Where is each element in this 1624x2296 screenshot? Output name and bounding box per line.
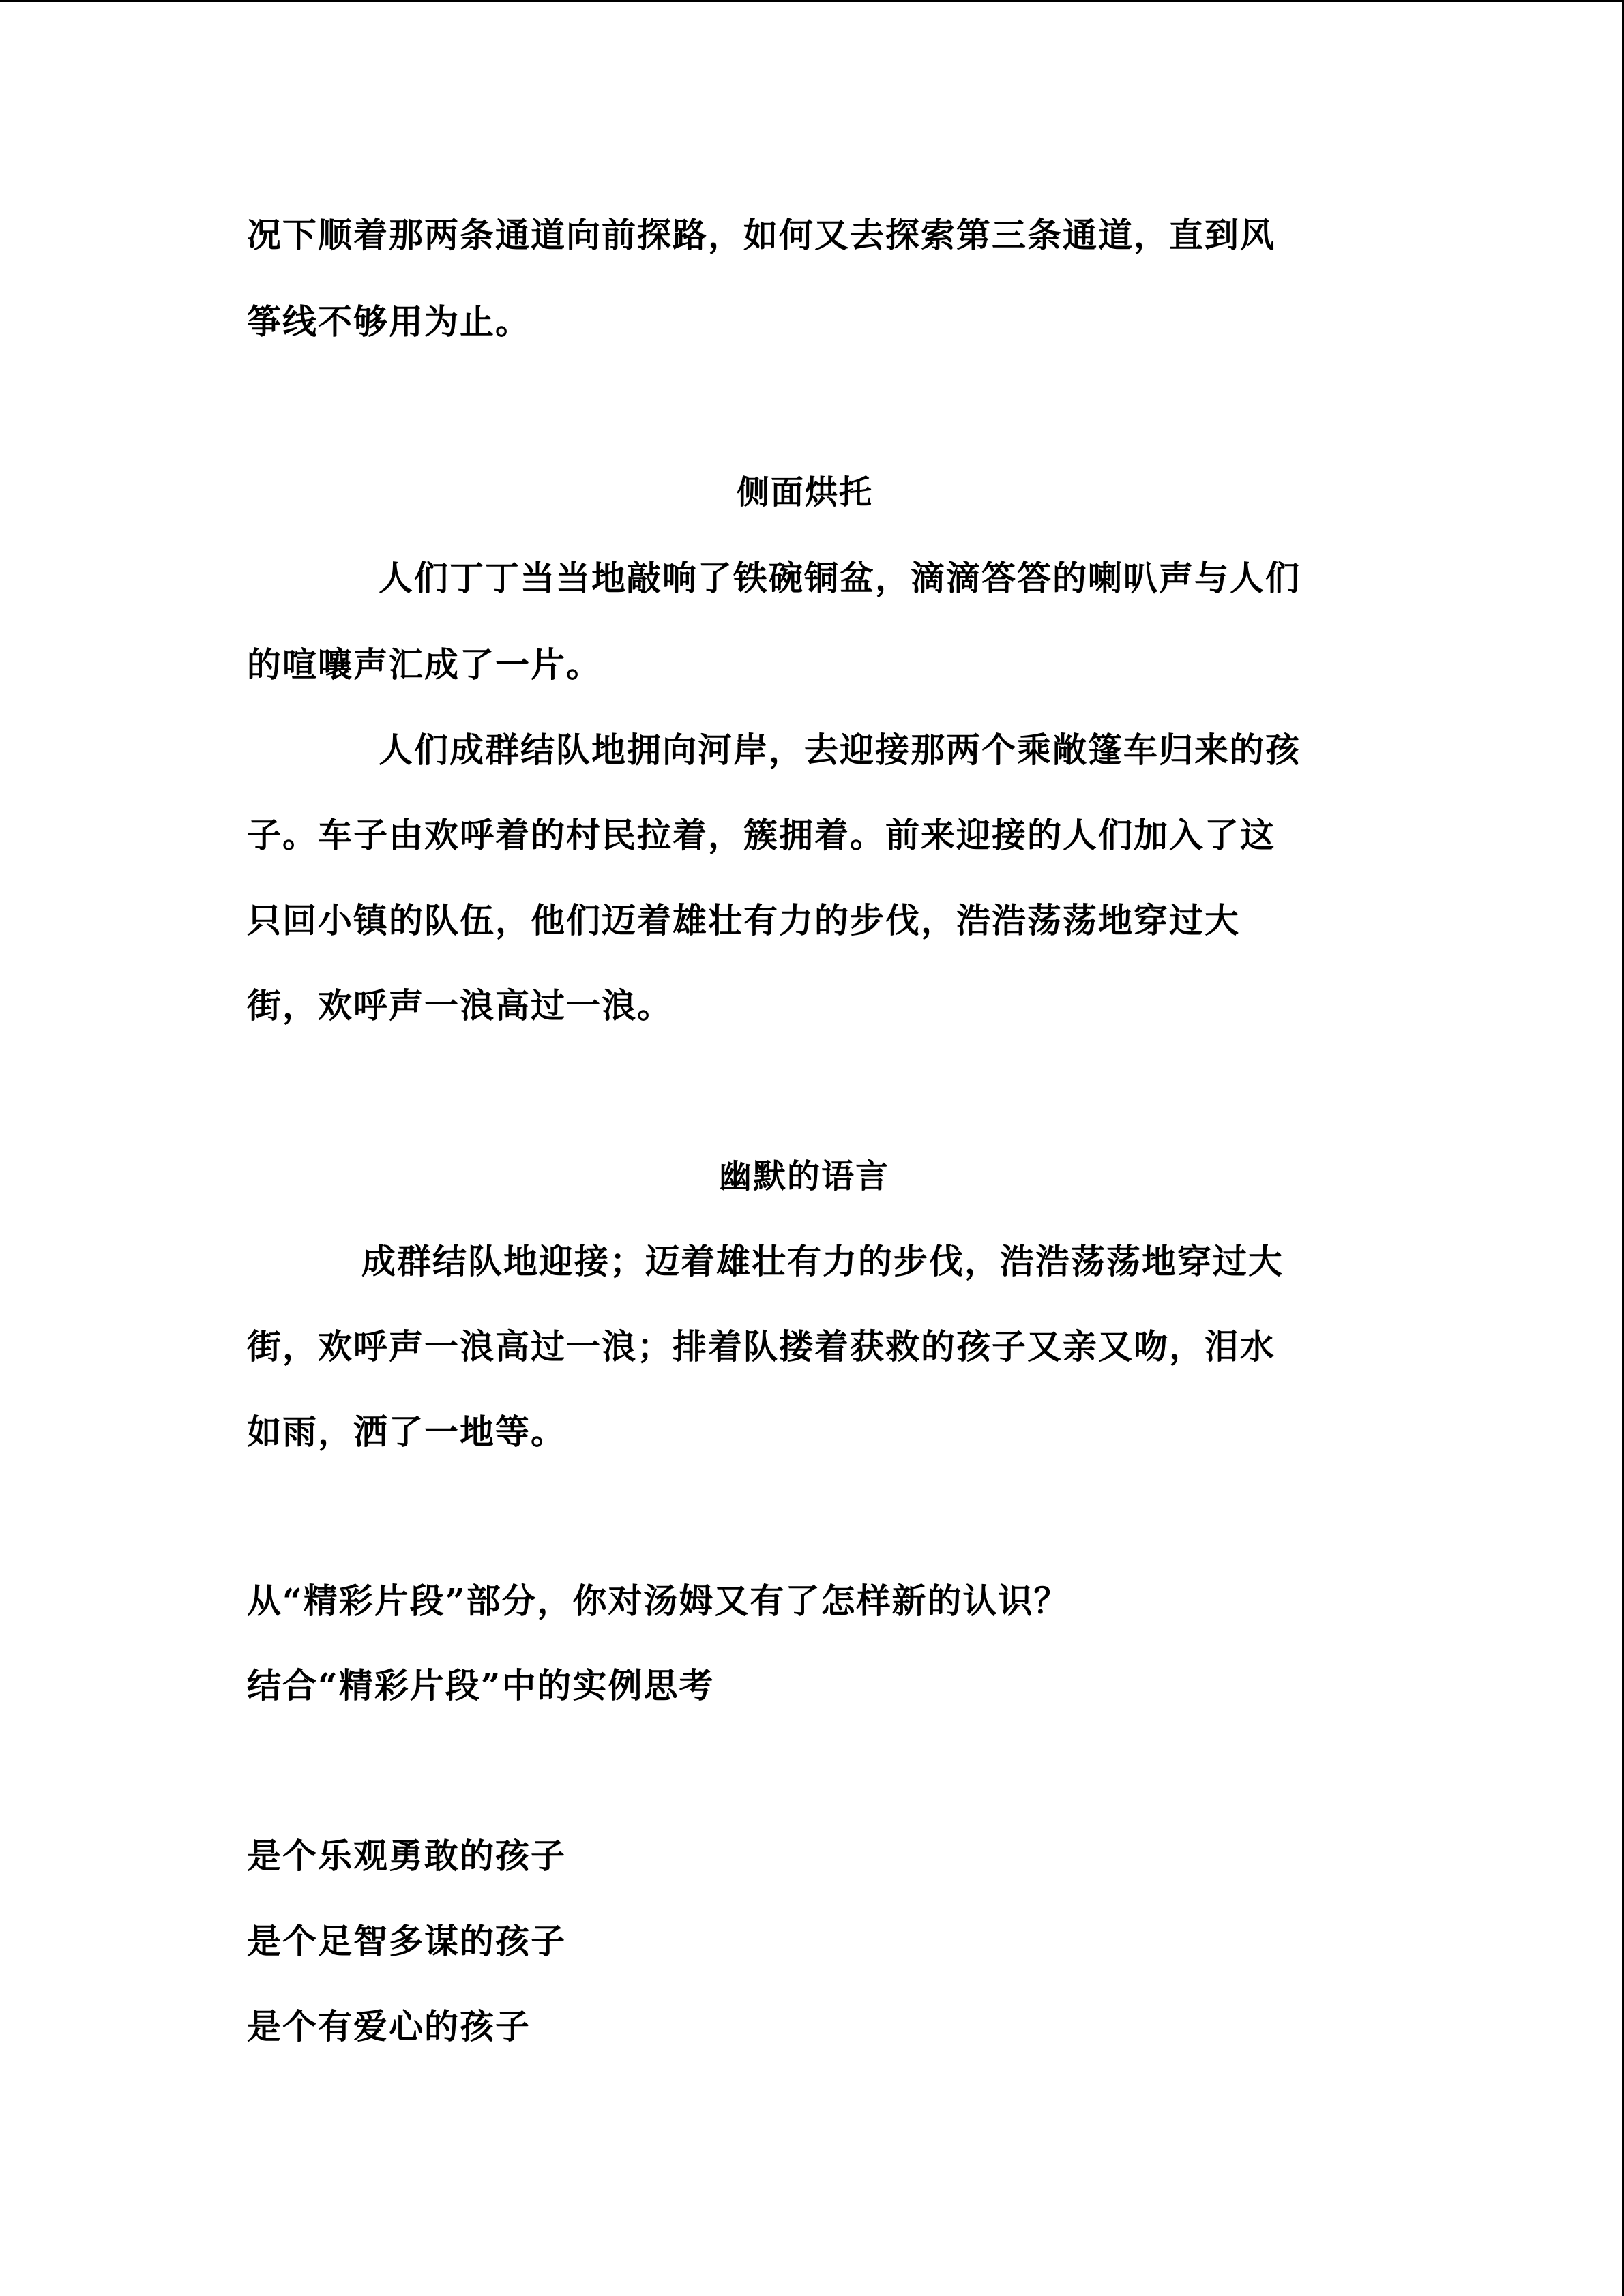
answer-item-3: 是个有爱心的孩子 bbox=[247, 2006, 531, 2046]
humor-line-2: 街，欢呼声一浪高过一浪；排着队搂着获救的孩子又亲又吻，泪水 bbox=[247, 1326, 1275, 1367]
section-heading-humor: 幽默的语言 bbox=[719, 1157, 890, 1195]
side-para1-line-2: 的喧嚷声汇成了一片。 bbox=[247, 644, 602, 685]
answer-item-2: 是个足智多谋的孩子 bbox=[247, 1921, 566, 1961]
question-line-2: 结合“精彩片段”中的实例思考 bbox=[247, 1665, 715, 1705]
humor-line-3: 如雨，洒了一地等。 bbox=[247, 1412, 566, 1452]
intro-line-1: 况下顺着那两条通道向前探路，如何又去探索第三条通道，直到风 bbox=[247, 215, 1275, 255]
side-para2-line-3: 只回小镇的队伍，他们迈着雄壮有力的步伐，浩浩荡荡地穿过大 bbox=[247, 900, 1240, 940]
side-para1-line-1: 人们丁丁当当地敲响了铁碗铜盆，滴滴答答的喇叭声与人们 bbox=[379, 558, 1301, 598]
side-para2-line-4: 街，欢呼声一浪高过一浪。 bbox=[247, 985, 673, 1026]
question-line-1: 从“精彩片段”部分，你对汤姆又有了怎样新的认识？ bbox=[247, 1581, 1069, 1621]
side-para2-line-1: 人们成群结队地拥向河岸，去迎接那两个乘敞篷车归来的孩 bbox=[379, 730, 1301, 770]
side-para2-line-2: 子。车子由欢呼着的村民拉着，簇拥着。前来迎接的人们加入了这 bbox=[247, 815, 1275, 855]
humor-line-1: 成群结队地迎接；迈着雄壮有力的步伐，浩浩荡荡地穿过大 bbox=[361, 1241, 1284, 1281]
answer-item-1: 是个乐观勇敢的孩子 bbox=[247, 1836, 566, 1876]
section-heading-side: 侧面烘托 bbox=[737, 473, 874, 511]
intro-line-2: 筝线不够用为止。 bbox=[247, 301, 531, 342]
page-top-border bbox=[0, 0, 1624, 2]
